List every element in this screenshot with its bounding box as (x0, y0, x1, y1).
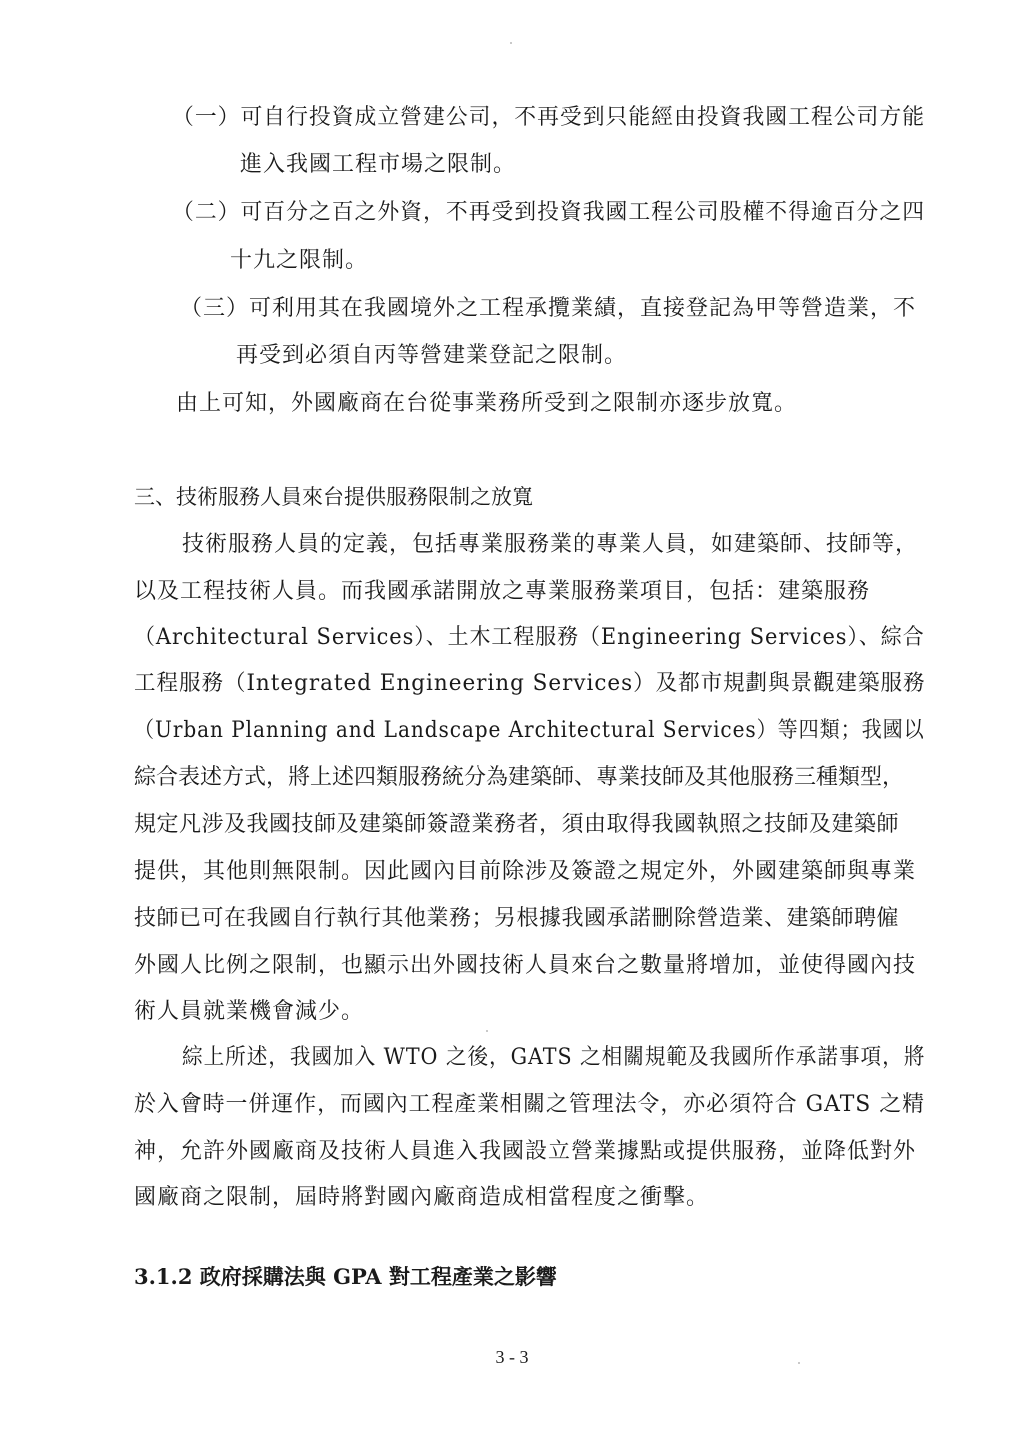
subsection-heading: 3.1.2 政府採購法與 GPA 對工程產業之影響 (134, 1264, 557, 1289)
list-item-2-line-1: （二）可百分之百之外資，不再受到投資我國工程公司股權不得逾百分之四 (172, 200, 926, 225)
para1-line-1: 技術服務人員的定義，包括專業服務業的專業人員，如建築師、技師等， (182, 532, 919, 557)
list-item-2-line-2: 十九之限制。 (230, 248, 369, 273)
para1-line-5: （Urban Planning and Landscape Architectural Services）等四類；我國以 (134, 718, 925, 743)
para1-line-4: 工程服務（Integrated Engineering Services）及都市規劃與景觀建築服務 (134, 671, 926, 696)
list-item-3-line-2: 再受到必須自丙等營建業登記之限制。 (236, 343, 628, 368)
para1-line-9: 技師已可在我國自行執行其他業務；另根據我國承諾刪除營造業、建築師聘僱 (134, 906, 900, 931)
scan-speck (486, 1030, 488, 1032)
scan-speck (510, 42, 512, 44)
para2-line-1: 綜上所述，我國加入 WTO 之後，GATS 之相關規範及我國所作承諾事項，將 (182, 1045, 926, 1070)
para1-line-8: 提供，其他則無限制。因此國內目前除涉及簽證之規定外，外國建築師與專業 (134, 859, 917, 884)
summary-sentence: 由上可知，外國廠商在台從事業務所受到之限制亦逐步放寬。 (176, 391, 798, 416)
scan-speck (798, 1362, 800, 1364)
para1-line-11: 術人員就業機會減少。 (134, 999, 365, 1024)
section-heading: 三、技術服務人員來台提供服務限制之放寬 (134, 485, 533, 509)
list-item-1-line-2: 進入我國工程市場之限制。 (240, 152, 517, 177)
para2-line-4: 國廠商之限制，屆時將對國內廠商造成相當程度之衝擊。 (134, 1185, 710, 1210)
list-item-1-line-1: （一）可自行投資成立營建公司，不再受到只能經由投資我國工程公司方能 (172, 105, 926, 130)
para1-line-2: 以及工程技術人員。而我國承諾開放之專業服務業項目，包括：建築服務 (134, 579, 871, 604)
para1-line-6: 綜合表述方式，將上述四類服務統分為建築師、專業技師及其他服務三種類型， (134, 765, 905, 790)
list-item-3-line-1: （三）可利用其在我國境外之工程承攬業績，直接登記為甲等營造業，不 (180, 296, 917, 321)
page-number: 3 - 3 (495, 1347, 529, 1367)
para2-line-2: 於入會時一併運作，而國內工程產業相關之管理法令，亦必須符合 GATS 之精 (134, 1092, 926, 1117)
para1-line-3: （Architectural Services）、土木工程服務（Engineering Services）、綜合 (134, 625, 925, 650)
para1-line-7: 規定凡涉及我國技師及建築師簽證業務者，須由取得我國執照之技師及建築師 (134, 812, 900, 837)
para2-line-3: 神，允許外國廠商及技術人員進入我國設立營業據點或提供服務，並降低對外 (134, 1139, 917, 1164)
para1-line-10: 外國人比例之限制，也顯示出外國技術人員來台之數量將增加，並使得國內技 (134, 953, 917, 978)
